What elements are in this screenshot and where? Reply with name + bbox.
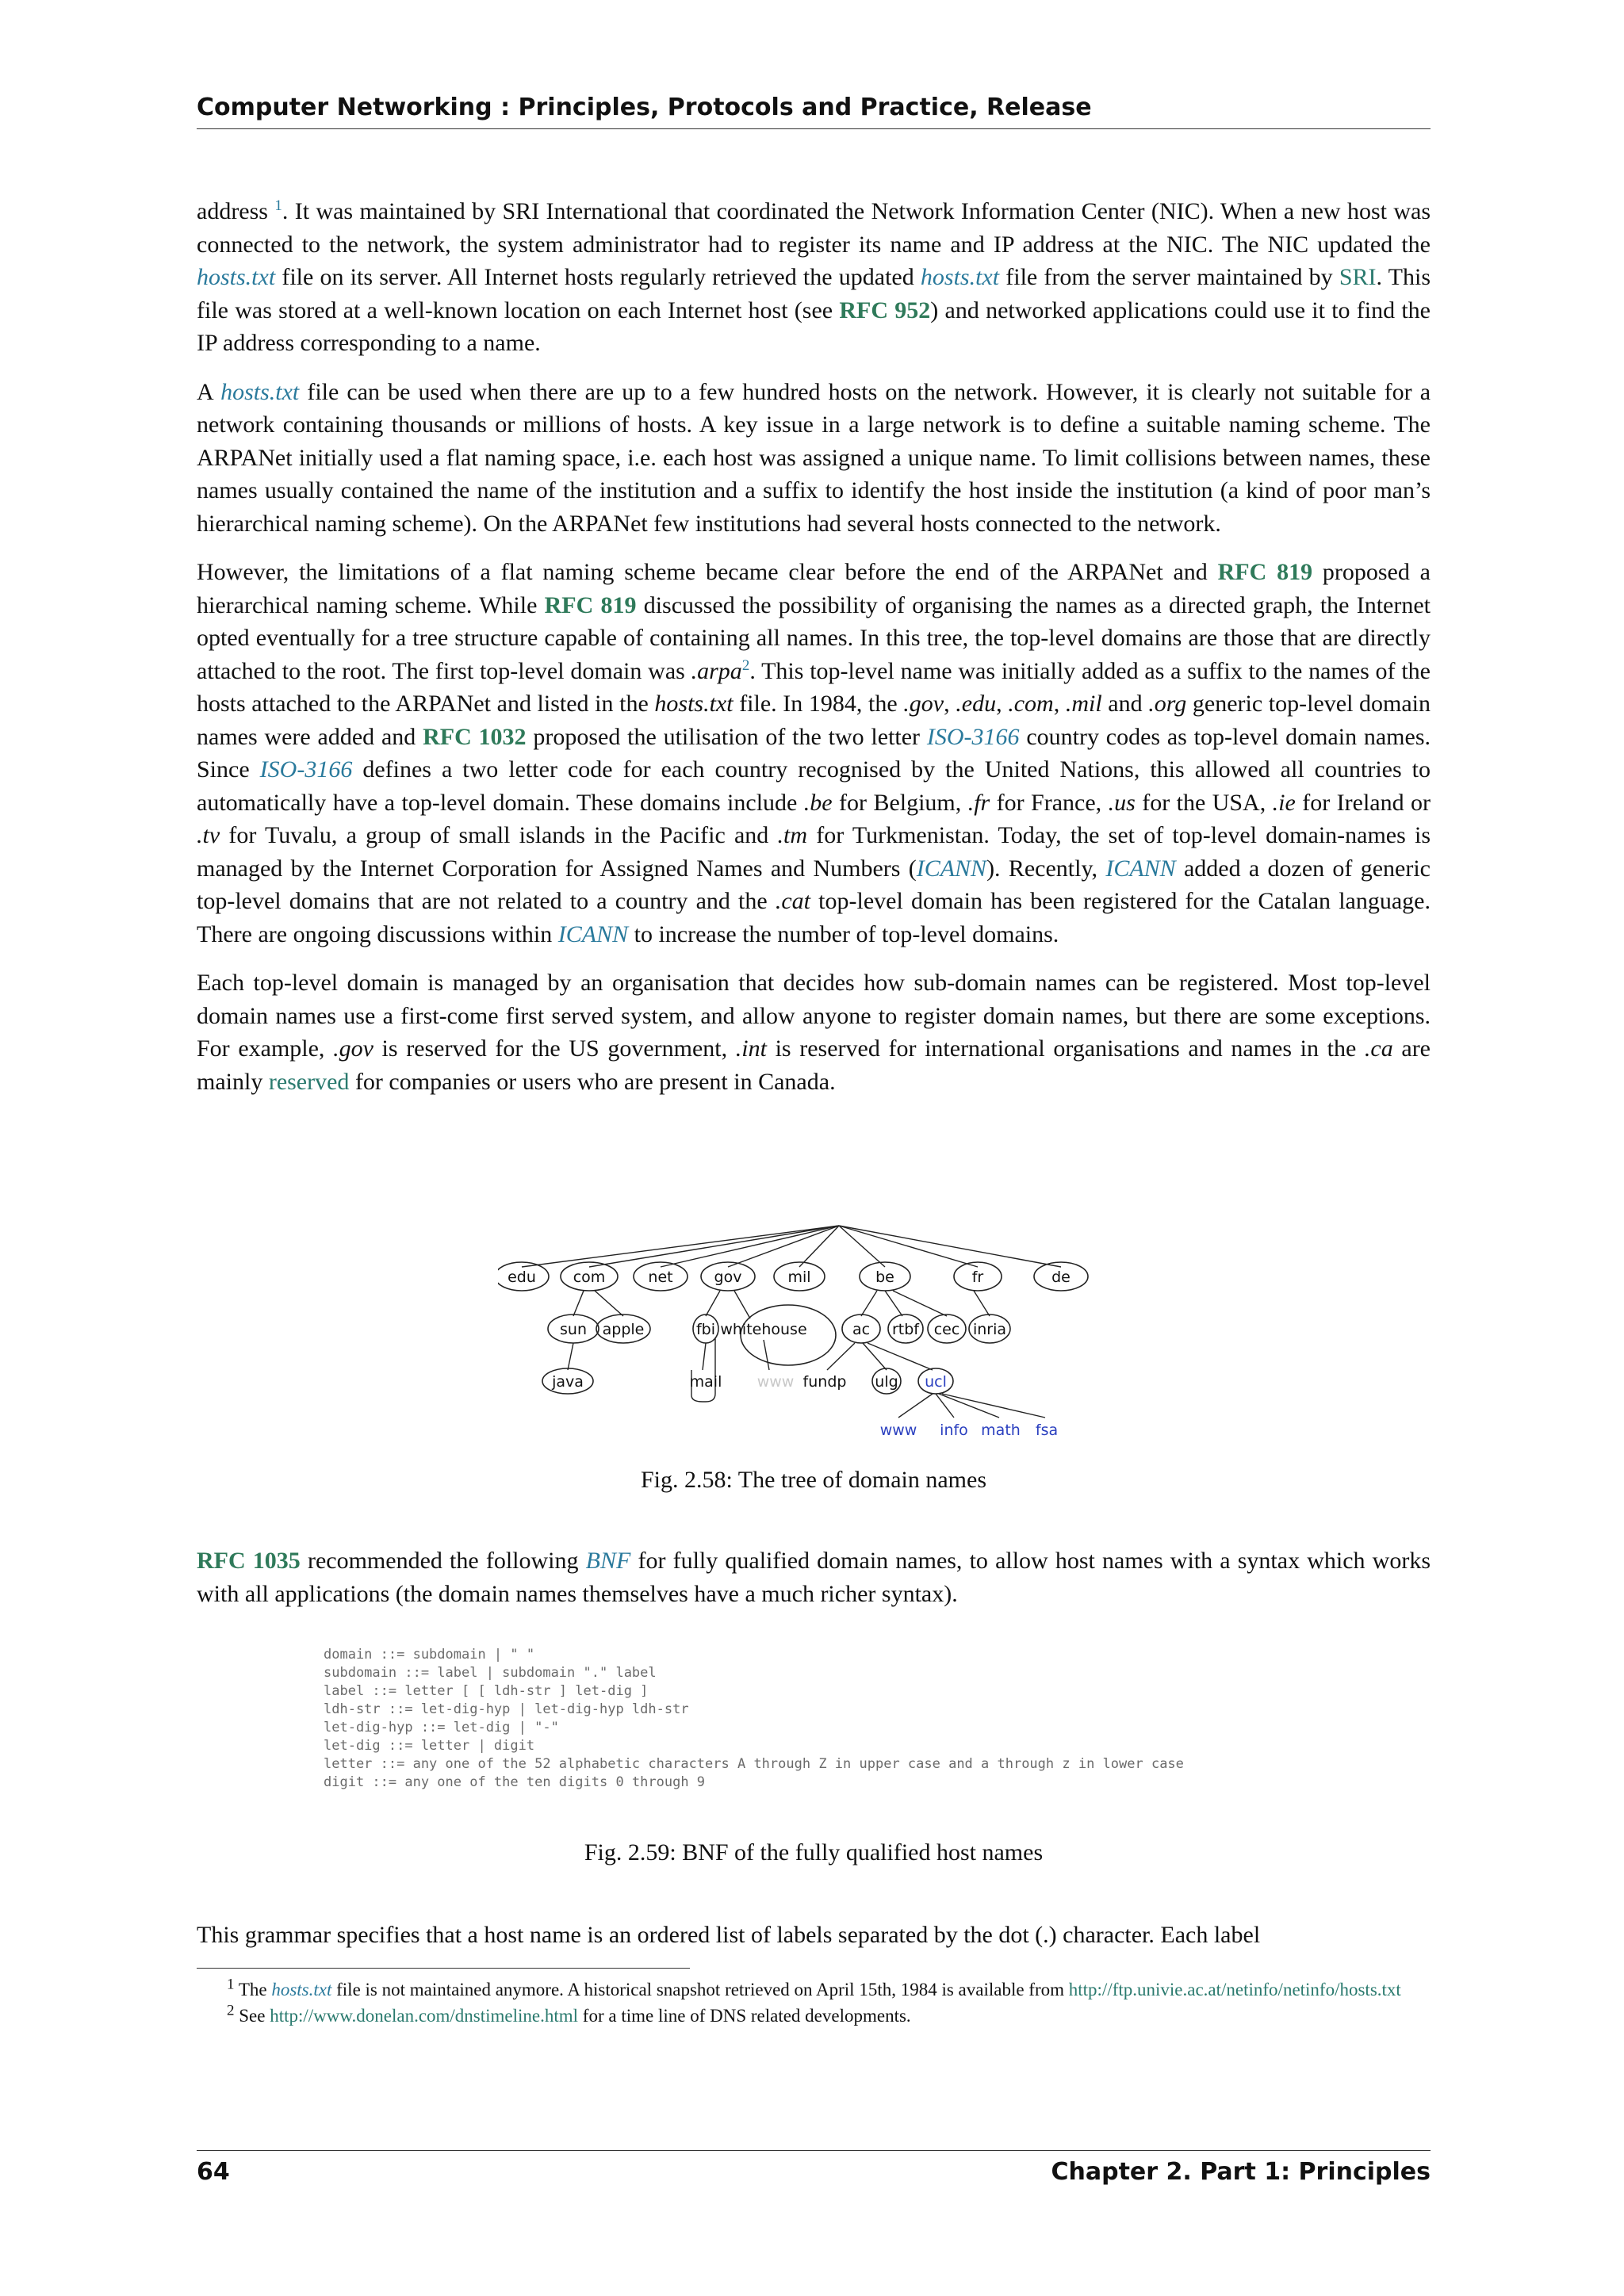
domain-tv: .tv: [197, 822, 220, 848]
hosts-txt-link[interactable]: hosts.txt: [197, 264, 276, 290]
dns-timeline-url[interactable]: http://www.donelan.com/dnstimeline.html: [270, 2006, 579, 2026]
text: . It was maintained by SRI International that coordinated the Network Information Center (NIC). When a new host was connected to the network, the system administrator had to register its name and IP address at the NIC. The NIC updated the: [197, 198, 1431, 258]
paragraph-6: [197, 1919, 1431, 1952]
bnf-line: digit ::= any one of the ten digits 0 through 9: [324, 1774, 706, 1790]
domain-com: .com: [1008, 691, 1054, 717]
text: The: [234, 1980, 272, 1999]
footnotes: [197, 1977, 1431, 2030]
text: proposed the utilisation of the two letter: [526, 723, 927, 750]
text: . This top-level name was initially added as a suffix to the names of the hosts attached to the ARPANet and listed in the: [197, 657, 1431, 717]
body-text-bottom: [197, 1919, 1431, 1968]
domain-tm: .tm: [777, 822, 808, 848]
text: address: [197, 198, 275, 224]
domain-arpa: .arpa: [691, 657, 742, 684]
icann-link[interactable]: ICANN: [1105, 855, 1176, 882]
domain-ca: .ca: [1364, 1035, 1393, 1062]
bnf-line: let-dig-hyp ::= let-dig | "-": [324, 1720, 559, 1735]
bnf-line: subdomain ::= label | subdomain "." label: [324, 1665, 657, 1681]
domain-edu: .edu: [956, 691, 997, 717]
figure-2-58-caption: Fig. 2.58: The tree of domain names: [640, 1467, 987, 1493]
hosts-txt-link[interactable]: hosts.txt: [920, 264, 1000, 290]
text: for Belgium,: [832, 789, 968, 816]
tree-node: cec: [933, 1321, 960, 1338]
tree-node: ulg: [875, 1373, 898, 1391]
footnote-1: [197, 1977, 1431, 2002]
text: for France,: [990, 789, 1109, 816]
text: file on its server. All Internet hosts regularly retrieved the updated: [275, 264, 921, 290]
domain-gov: .gov: [903, 691, 944, 717]
paragraph-5: [197, 1544, 1431, 1610]
domain-be: .be: [803, 789, 833, 816]
header-rule: [197, 128, 1431, 129]
tld-nodes: [498, 1262, 1088, 1291]
text: file can be used when there are up to a few hundred hosts on the network. However, it is clearly not suitable for a network containing thousands or millions of hosts. A key issue in a large network is to define a suitable naming scheme. The ARPANet initially used a flat naming space, i.e. each host was assigned a unique name. To limit collisions between names, these names usually contained the name of the institution and a suffix to identify the host inside the institution (a kind of poor man’s hierarchical naming scheme). On the ARPANet few institutions had several hosts connected to the network.: [197, 378, 1431, 537]
text: file is not maintained anymore. A historical snapshot retrieved on April 15th, 1984 is available from: [331, 1980, 1069, 1999]
text: for the USA,: [1135, 789, 1273, 816]
tree-node: sun: [560, 1321, 587, 1338]
text: recommended the following: [300, 1548, 586, 1574]
tree-node: be: [875, 1269, 894, 1286]
rfc-819-link[interactable]: RFC 819: [544, 591, 637, 618]
text: to increase the number of top-level domains.: [628, 920, 1059, 947]
bnf-line: label ::= letter [ [ ldh-str ] let-dig ]: [324, 1683, 649, 1699]
domain-org: .org: [1148, 691, 1187, 717]
reserved-link[interactable]: reserved: [268, 1068, 350, 1095]
footnote-2: [197, 2003, 1431, 2028]
tree-node: fundp: [802, 1373, 847, 1391]
domain-cat: .cat: [775, 888, 811, 914]
text: for fully qualified domain names, to allow host names with a syntax which works with all applications (the domain names themselves have a much richer syntax).: [197, 1548, 1431, 1607]
text: added a dozen of generic top-level domains that are not related to a country and the: [197, 855, 1431, 914]
text: ). Recently,: [986, 855, 1106, 882]
footnote-ref-2[interactable]: 2: [741, 656, 750, 674]
bnf-line: ldh-str ::= let-dig-hyp | let-dig-hyp ldh-str: [324, 1701, 689, 1717]
text: is reserved for international organisations and names in the: [766, 1035, 1365, 1062]
tree-node: rtbf: [891, 1321, 920, 1338]
fourth-level-edges: [898, 1394, 1045, 1418]
text: for companies or users who are present in Canada.: [349, 1068, 836, 1095]
rfc-1032-link[interactable]: RFC 1032: [423, 723, 527, 750]
text: This grammar specifies that a host name is an ordered list of labels separated by the dot (.) character. Each label: [197, 1922, 1261, 1948]
text: However, the limitations of a flat naming scheme became clear before the end of the ARPANet and: [197, 559, 1218, 585]
tree-node: inria: [972, 1321, 1007, 1338]
tree-node: fbi: [695, 1321, 716, 1338]
domain-us: .us: [1108, 789, 1136, 816]
text: is reserved for the US government,: [373, 1035, 736, 1062]
text: . This file was stored at a well-known location on each Internet host (see: [197, 264, 1431, 323]
body-text: [197, 195, 1431, 1114]
tree-node: apple: [602, 1321, 645, 1338]
chapter-title: Chapter 2. Part 1: Principles: [1051, 2158, 1431, 2186]
bnf-line: let-dig ::= letter | digit: [324, 1738, 535, 1754]
tree-node: net: [648, 1269, 673, 1286]
fourth-level-nodes: [880, 1422, 1058, 1439]
text: ) and networked applications could use it to find the IP address corresponding to a name.: [197, 297, 1431, 356]
tree-node: de: [1051, 1269, 1071, 1286]
third-level-nodes: [542, 1338, 953, 1402]
page-number: 64: [197, 2158, 230, 2186]
tree-node: mail: [689, 1373, 722, 1391]
root-edges: [522, 1226, 1061, 1267]
rfc-952-link[interactable]: RFC 952: [839, 297, 931, 323]
body-text-lower: [197, 1544, 1431, 1626]
footnote-number: 2: [227, 2002, 235, 2019]
text: See: [234, 2006, 270, 2026]
text: discussed the possibility of organising the names as a directed graph, the Internet opted eventually for a tree structure capable of containing all names. In this tree, the top-level domains are those that are directly attached to the root. The first top-level domain was: [197, 591, 1431, 684]
domain-int: .int: [735, 1035, 767, 1062]
text: A: [197, 378, 221, 405]
figure-2-59-caption: Fig. 2.59: BNF of the fully qualified host names: [584, 1839, 1044, 1866]
text: ,: [996, 691, 1009, 717]
text: defines a two letter code for each country recognised by the United Nations, this allowed all countries to automatically have a top-level domain. These domains include: [197, 756, 1431, 816]
tree-node: ucl: [925, 1373, 947, 1391]
tree-node: edu: [508, 1269, 536, 1286]
tree-node: gov: [714, 1269, 742, 1286]
text: file. In 1984, the: [733, 691, 904, 717]
hosts-txt-snapshot-url[interactable]: http://ftp.univie.ac.at/netinfo/netinfo/hosts.txt: [1068, 1980, 1401, 1999]
domain-name-tree-figure: [498, 1219, 1140, 1443]
tree-node: ac: [852, 1321, 871, 1338]
tree-node: mil: [787, 1269, 811, 1286]
footnote-ref-1[interactable]: 1: [274, 197, 282, 214]
second-level-edges: [573, 1291, 990, 1318]
bnf-line: domain ::= subdomain | " ": [324, 1647, 535, 1663]
bnf-grammar-figure: [324, 1646, 1354, 1792]
text: ,: [944, 691, 956, 717]
text: file from the server maintained by: [999, 264, 1339, 290]
tree-node: fr: [971, 1269, 984, 1286]
tree-node: www: [879, 1422, 917, 1439]
text: top-level domain has been registered for the Catalan language. There are ongoing discussions within: [197, 888, 1431, 947]
text: for Turkmenistan. Today, the set of top-level domain-names is managed by the Internet Corporation for Assigned Names and Numbers (: [197, 822, 1431, 882]
text: Each top-level domain is managed by an organisation that decides how sub-domain names can be registered. Most top-level domain names use a first-come first served system, and allow anyone to register domain names, but there are some exceptions. For example,: [197, 970, 1431, 1062]
tree-node: fsa: [1035, 1422, 1059, 1439]
bnf-link[interactable]: BNF: [585, 1548, 631, 1574]
bnf-line: letter ::= any one of the 52 alphabetic characters A through Z in upper case and a through z in lower case: [324, 1756, 1184, 1772]
paragraph-4: [197, 966, 1431, 1098]
text: are mainly: [197, 1035, 1431, 1095]
footnote-number: 1: [227, 1976, 235, 1993]
text: ,: [1053, 691, 1066, 717]
rfc-819-link[interactable]: RFC 819: [1217, 559, 1313, 585]
running-header: Computer Networking : Principles, Protocols and Practice, Release: [197, 94, 1092, 121]
domain-mil: .mil: [1065, 691, 1102, 717]
tree-node: whitehouse: [720, 1321, 807, 1338]
icann-link[interactable]: ICANN: [916, 855, 987, 882]
domain-fr: .fr: [967, 789, 990, 816]
sri-link[interactable]: SRI: [1339, 264, 1377, 290]
footnote-rule: [197, 1968, 690, 1969]
text: for Ireland or: [1295, 789, 1431, 816]
hosts-txt-link[interactable]: hosts.txt: [271, 1980, 332, 1999]
text: and: [1101, 691, 1149, 717]
text: for a time line of DNS related developments.: [578, 2006, 911, 2026]
paragraph-3: [197, 556, 1431, 951]
document-page: [197, 0, 1431, 2296]
tree-node: math: [981, 1422, 1021, 1439]
second-level-nodes: [548, 1305, 1010, 1365]
text: generic top-level domain names were added and: [197, 691, 1431, 750]
text: country codes as top-level domain names. Since: [197, 723, 1431, 783]
domain-gov: .gov: [333, 1035, 373, 1062]
tree-node: java: [552, 1373, 584, 1391]
icann-link[interactable]: ICANN: [557, 920, 629, 947]
hosts-txt-link[interactable]: hosts.txt: [220, 378, 300, 405]
tree-node: info: [940, 1422, 968, 1439]
paragraph-1: [197, 195, 1431, 360]
text: proposed a hierarchical naming scheme. While: [197, 559, 1431, 618]
tree-node: com: [573, 1269, 606, 1286]
footer-rule: [197, 2150, 1431, 2151]
hosts-txt: hosts.txt: [654, 691, 733, 717]
paragraph-2: [197, 376, 1431, 541]
text: for Tuvalu, a group of small islands in the Pacific and: [220, 822, 778, 848]
iso-3166-link[interactable]: ISO-3166: [926, 723, 1020, 750]
third-level-edges: [568, 1340, 933, 1370]
iso-3166-link[interactable]: ISO-3166: [259, 756, 353, 783]
tree-node: www: [756, 1373, 795, 1391]
rfc-1035-link[interactable]: RFC 1035: [197, 1548, 301, 1574]
domain-ie: .ie: [1272, 789, 1296, 816]
